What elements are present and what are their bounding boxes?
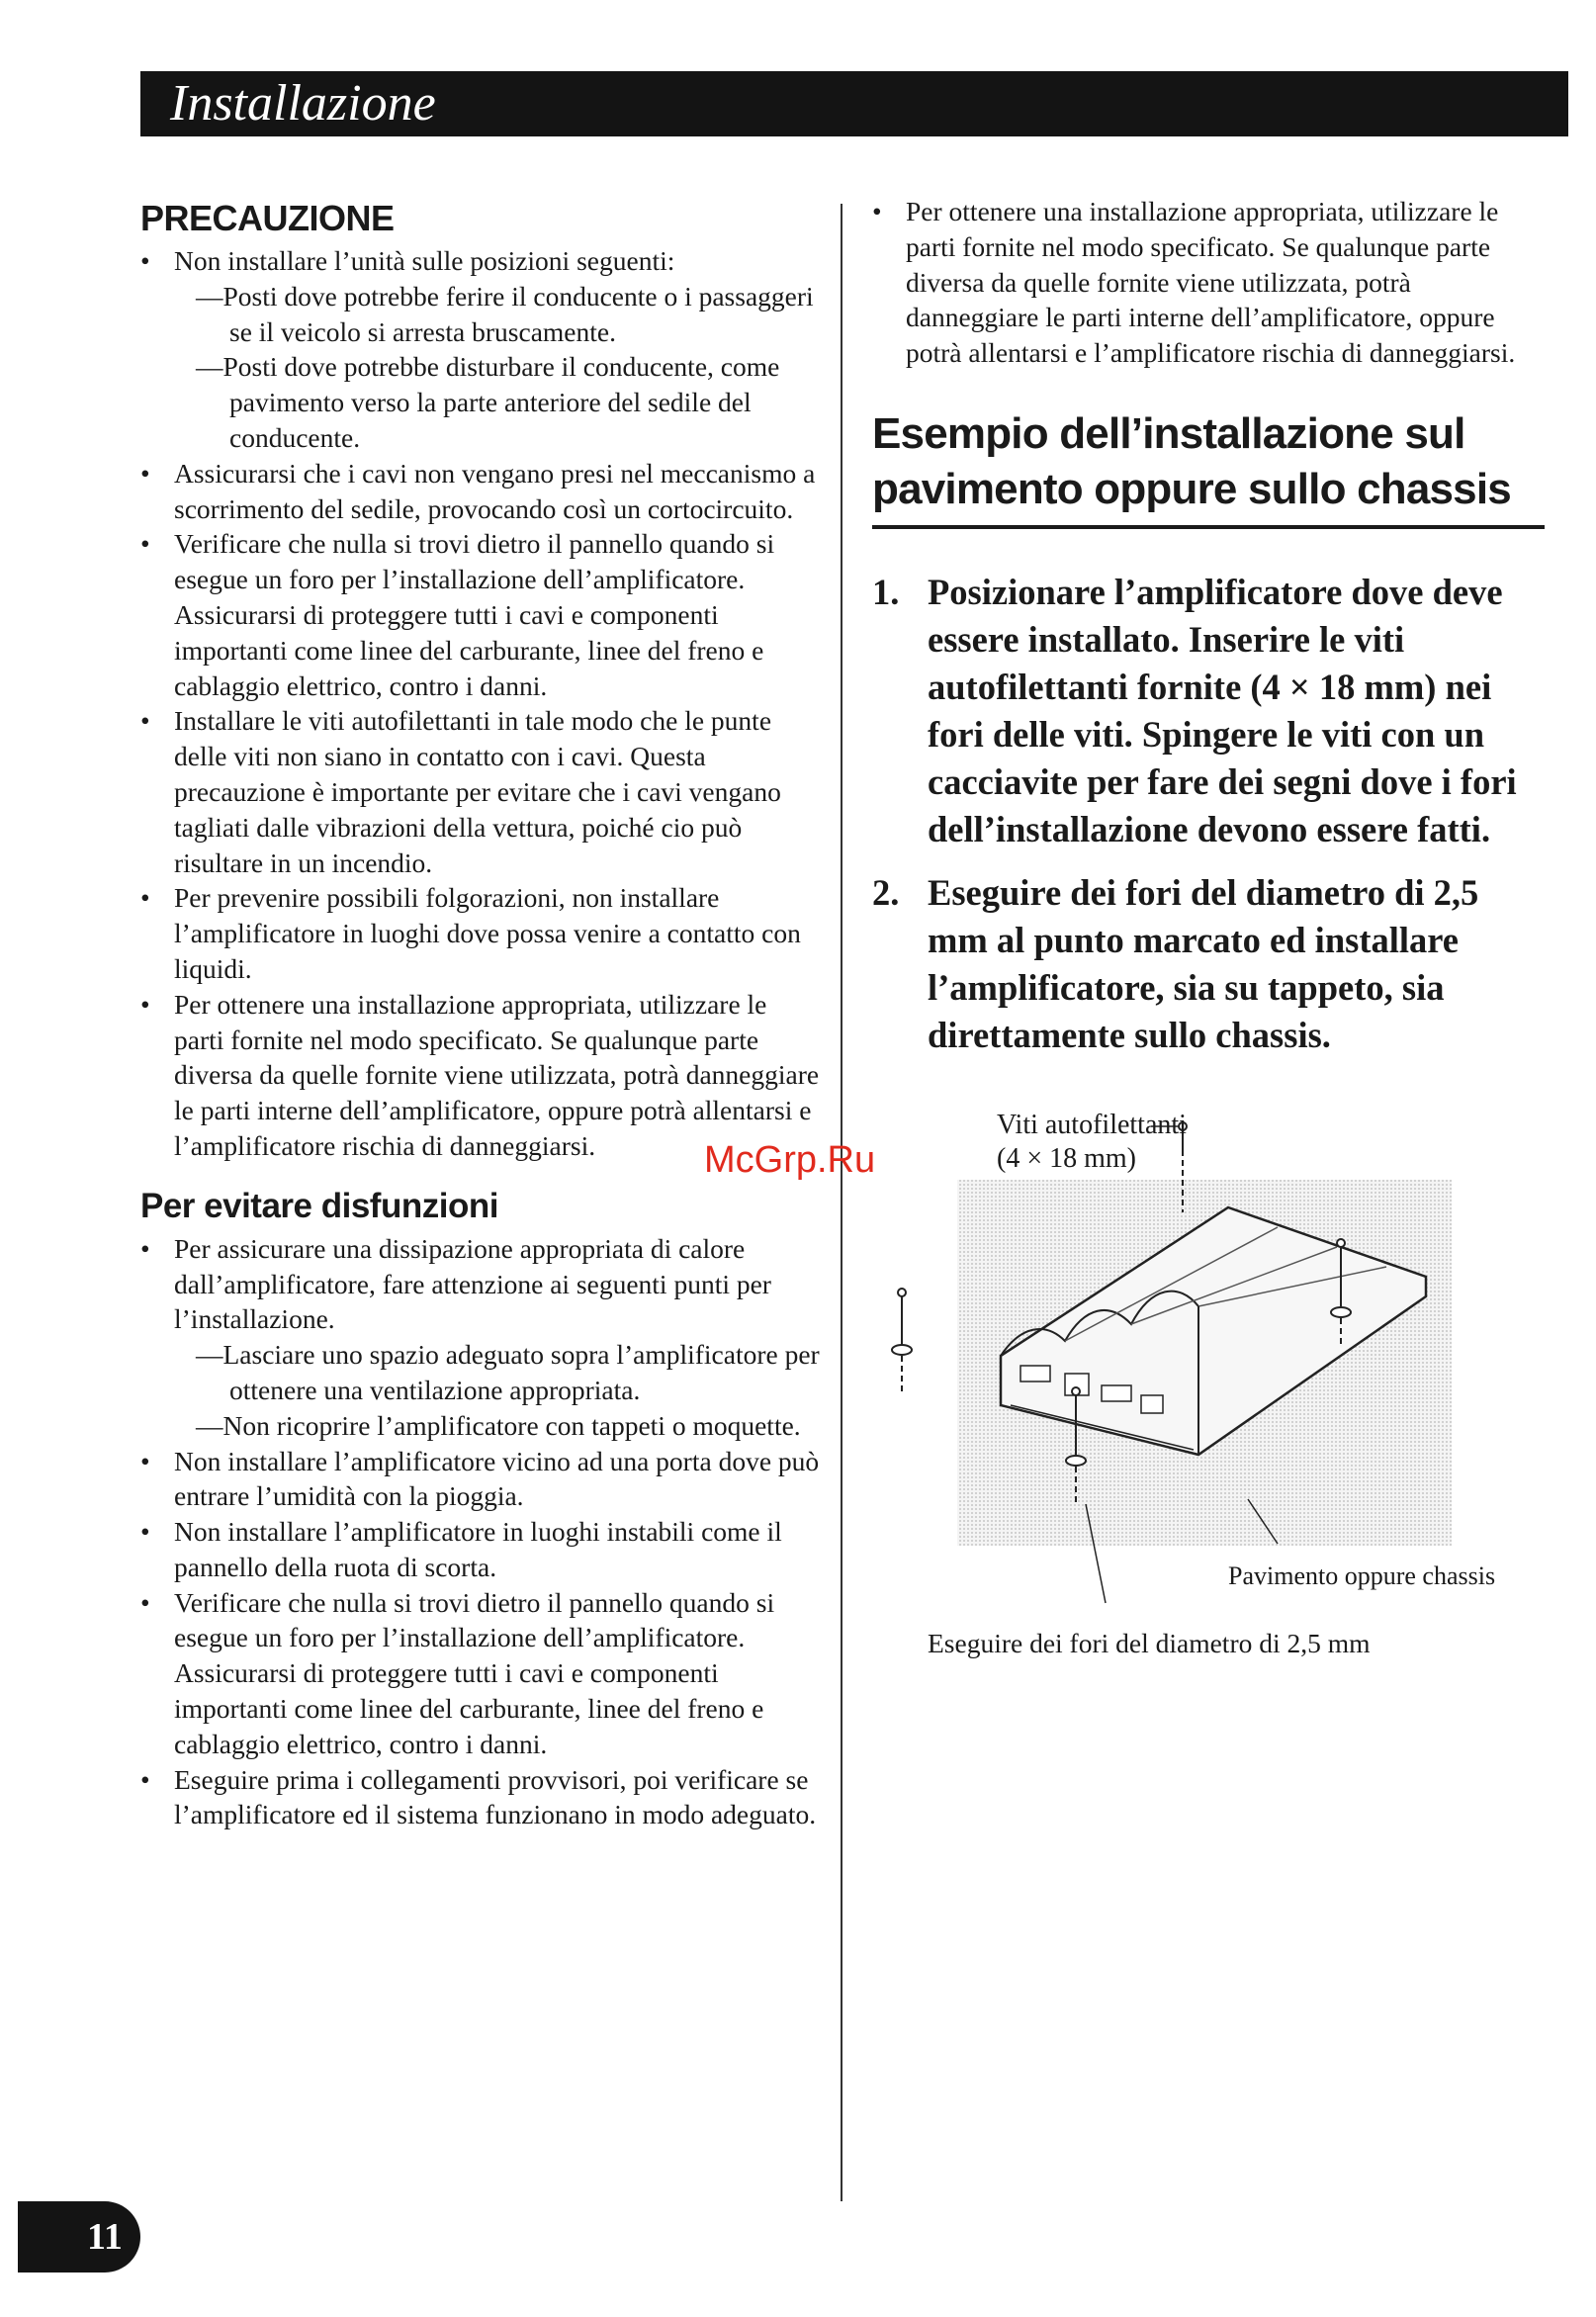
list-item	[140, 987, 823, 1164]
list-item	[140, 1514, 823, 1585]
list-item	[872, 194, 1545, 371]
left-column	[140, 194, 823, 1832]
steps-list	[872, 569, 1545, 1059]
precauzione-heading: PRECAUZIONE	[140, 198, 395, 238]
list-item-text: • Verificare che nulla si trovi dietro il pannello quando si esegue un foro per l’installazione dell’amplificatore. Assicurarsi di proteggere tutti i cavi e componenti importanti come linee del carburante, linee del freno e cablaggio elettrico, contro i danni.	[174, 528, 775, 701]
header-bar	[140, 71, 1568, 136]
screws-label-line1: Viti autofilettanti	[997, 1109, 1187, 1140]
step-text: Eseguire dei fori del diametro di 2,5 mm al punto marcato ed installare l’amplificatore, sia su tappeto, sia direttamente sullo chassis.	[928, 871, 1479, 1055]
screws-label	[997, 1109, 1187, 1176]
page-number-tab	[18, 2201, 140, 2272]
step-text: Posizionare l’amplificatore dove deve essere installato. Inserire le viti autofilettanti fornite (4 × 18 mm) nei fori delle viti. Spingere le viti con un cacciavite per fare dei segni dove i fori dell’installazione devono essere fatti.	[928, 571, 1517, 849]
floor-label: Pavimento oppure chassis	[1228, 1560, 1496, 1590]
column-divider	[841, 204, 842, 2201]
disfunzioni-heading: Per evitare disfunzioni	[140, 1186, 498, 1225]
step-number: 1.	[872, 571, 900, 612]
list-subitem: —Posti dove potrebbe ferire il conducente o i passaggeri se il veicolo si arresta bruscamente.	[196, 280, 814, 347]
right-column	[872, 194, 1545, 1662]
installation-example-heading: Esempio dell’installazione sul pavimento oppure sullo chassis	[872, 406, 1545, 529]
list-item	[140, 1231, 823, 1444]
list-item-text: • Verificare che nulla si trovi dietro il pannello quando si esegue un foro per l’installazione dell’amplificatore. Assicurarsi di proteggere tutti i cavi e componenti importanti come linee del carburante, linee del freno e cablaggio elettrico, contro i danni.	[174, 1586, 775, 1759]
disfunzioni-list	[140, 1231, 823, 1833]
list-item-text: • Assicurarsi che i cavi non vengano presi nel meccanismo a scorrimento del sedile, provocando così un cortocircuito.	[174, 457, 816, 524]
right-top-list	[872, 194, 1545, 371]
list-subitem: —Non ricoprire l’amplificatore con tappeti o moquette.	[196, 1409, 801, 1441]
watermark: McGrp.Ru	[704, 1139, 876, 1181]
list-item-text: • Per assicurare una dissipazione appropriata di calore dall’amplificatore, fare attenzione ai seguenti punti per l’installazione.	[174, 1232, 771, 1335]
list-item-text: • Non installare l’unità sulle posizioni seguenti:	[174, 245, 675, 276]
list-item	[140, 703, 823, 880]
page-number: 11	[87, 2216, 123, 2258]
step-1	[872, 569, 1545, 853]
list-item-text: • Per ottenere una installazione appropriata, utilizzare le parti fornite nel modo specificato. Se qualunque parte diversa da quelle fornite viene utilizzata, potrà danneggiare le parti interne dell’amplificatore, oppure potrà allentarsi e l’amplificatore rischia di danneggiarsi.	[906, 196, 1516, 369]
holes-label: Eseguire dei fori del diametro di 2,5 mm	[928, 1627, 1371, 1658]
precauzione-list	[140, 243, 823, 1164]
step-2	[872, 869, 1545, 1059]
list-item-text: • Per prevenire possibili folgorazioni, non installare l’amplificatore in luoghi dove possa venire a contatto con liquidi.	[174, 882, 801, 984]
list-item	[140, 1762, 823, 1833]
amplifier-installation-figure	[872, 1109, 1545, 1662]
list-item-text: • Non installare l’amplificatore in luoghi instabili come il pannello della ruota di scorta.	[174, 1516, 782, 1582]
amplifier-illustration	[872, 1109, 1545, 1623]
screw-icon	[892, 1289, 912, 1395]
list-item-text: • Eseguire prima i collegamenti provvisori, poi verificare se l’amplificatore ed il sistema funzionano in modo adeguato.	[174, 1763, 817, 1830]
list-item	[140, 880, 823, 986]
list-item	[140, 243, 823, 456]
list-item-text: • Installare le viti autofilettanti in tale modo che le punte delle viti non siano in contatto con i cavi. Questa precauzione è importante per evitare che i cavi vengano tagliati dalle vibrazioni della vettura, poiché cio può risultare in un incendio.	[174, 705, 781, 878]
screws-label-line2: (4 × 18 mm)	[997, 1142, 1136, 1174]
list-item	[140, 1444, 823, 1515]
list-subitem: —Posti dove potrebbe disturbare il conducente, come pavimento verso la parte anteriore del sedile del conducente.	[196, 351, 780, 453]
list-item-text: • Per ottenere una installazione appropriata, utilizzare le parti fornite nel modo specificato. Se qualunque parte diversa da quelle fornite viene utilizzata, potrà danneggiare le parti interne dell’amplificatore, oppure potrà allentarsi e l’amplificatore rischia di danneggiarsi.	[174, 988, 820, 1161]
list-item	[140, 456, 823, 527]
step-number: 2.	[872, 871, 900, 913]
list-item	[140, 1585, 823, 1762]
list-subitem: —Lasciare uno spazio adeguato sopra l’amplificatore per ottenere una ventilazione appropriata.	[196, 1339, 820, 1405]
list-item-text: • Non installare l’amplificatore vicino ad una porta dove può entrare l’umidità con la pioggia.	[174, 1445, 820, 1512]
list-item	[140, 526, 823, 703]
page-title: Installazione	[170, 75, 436, 132]
